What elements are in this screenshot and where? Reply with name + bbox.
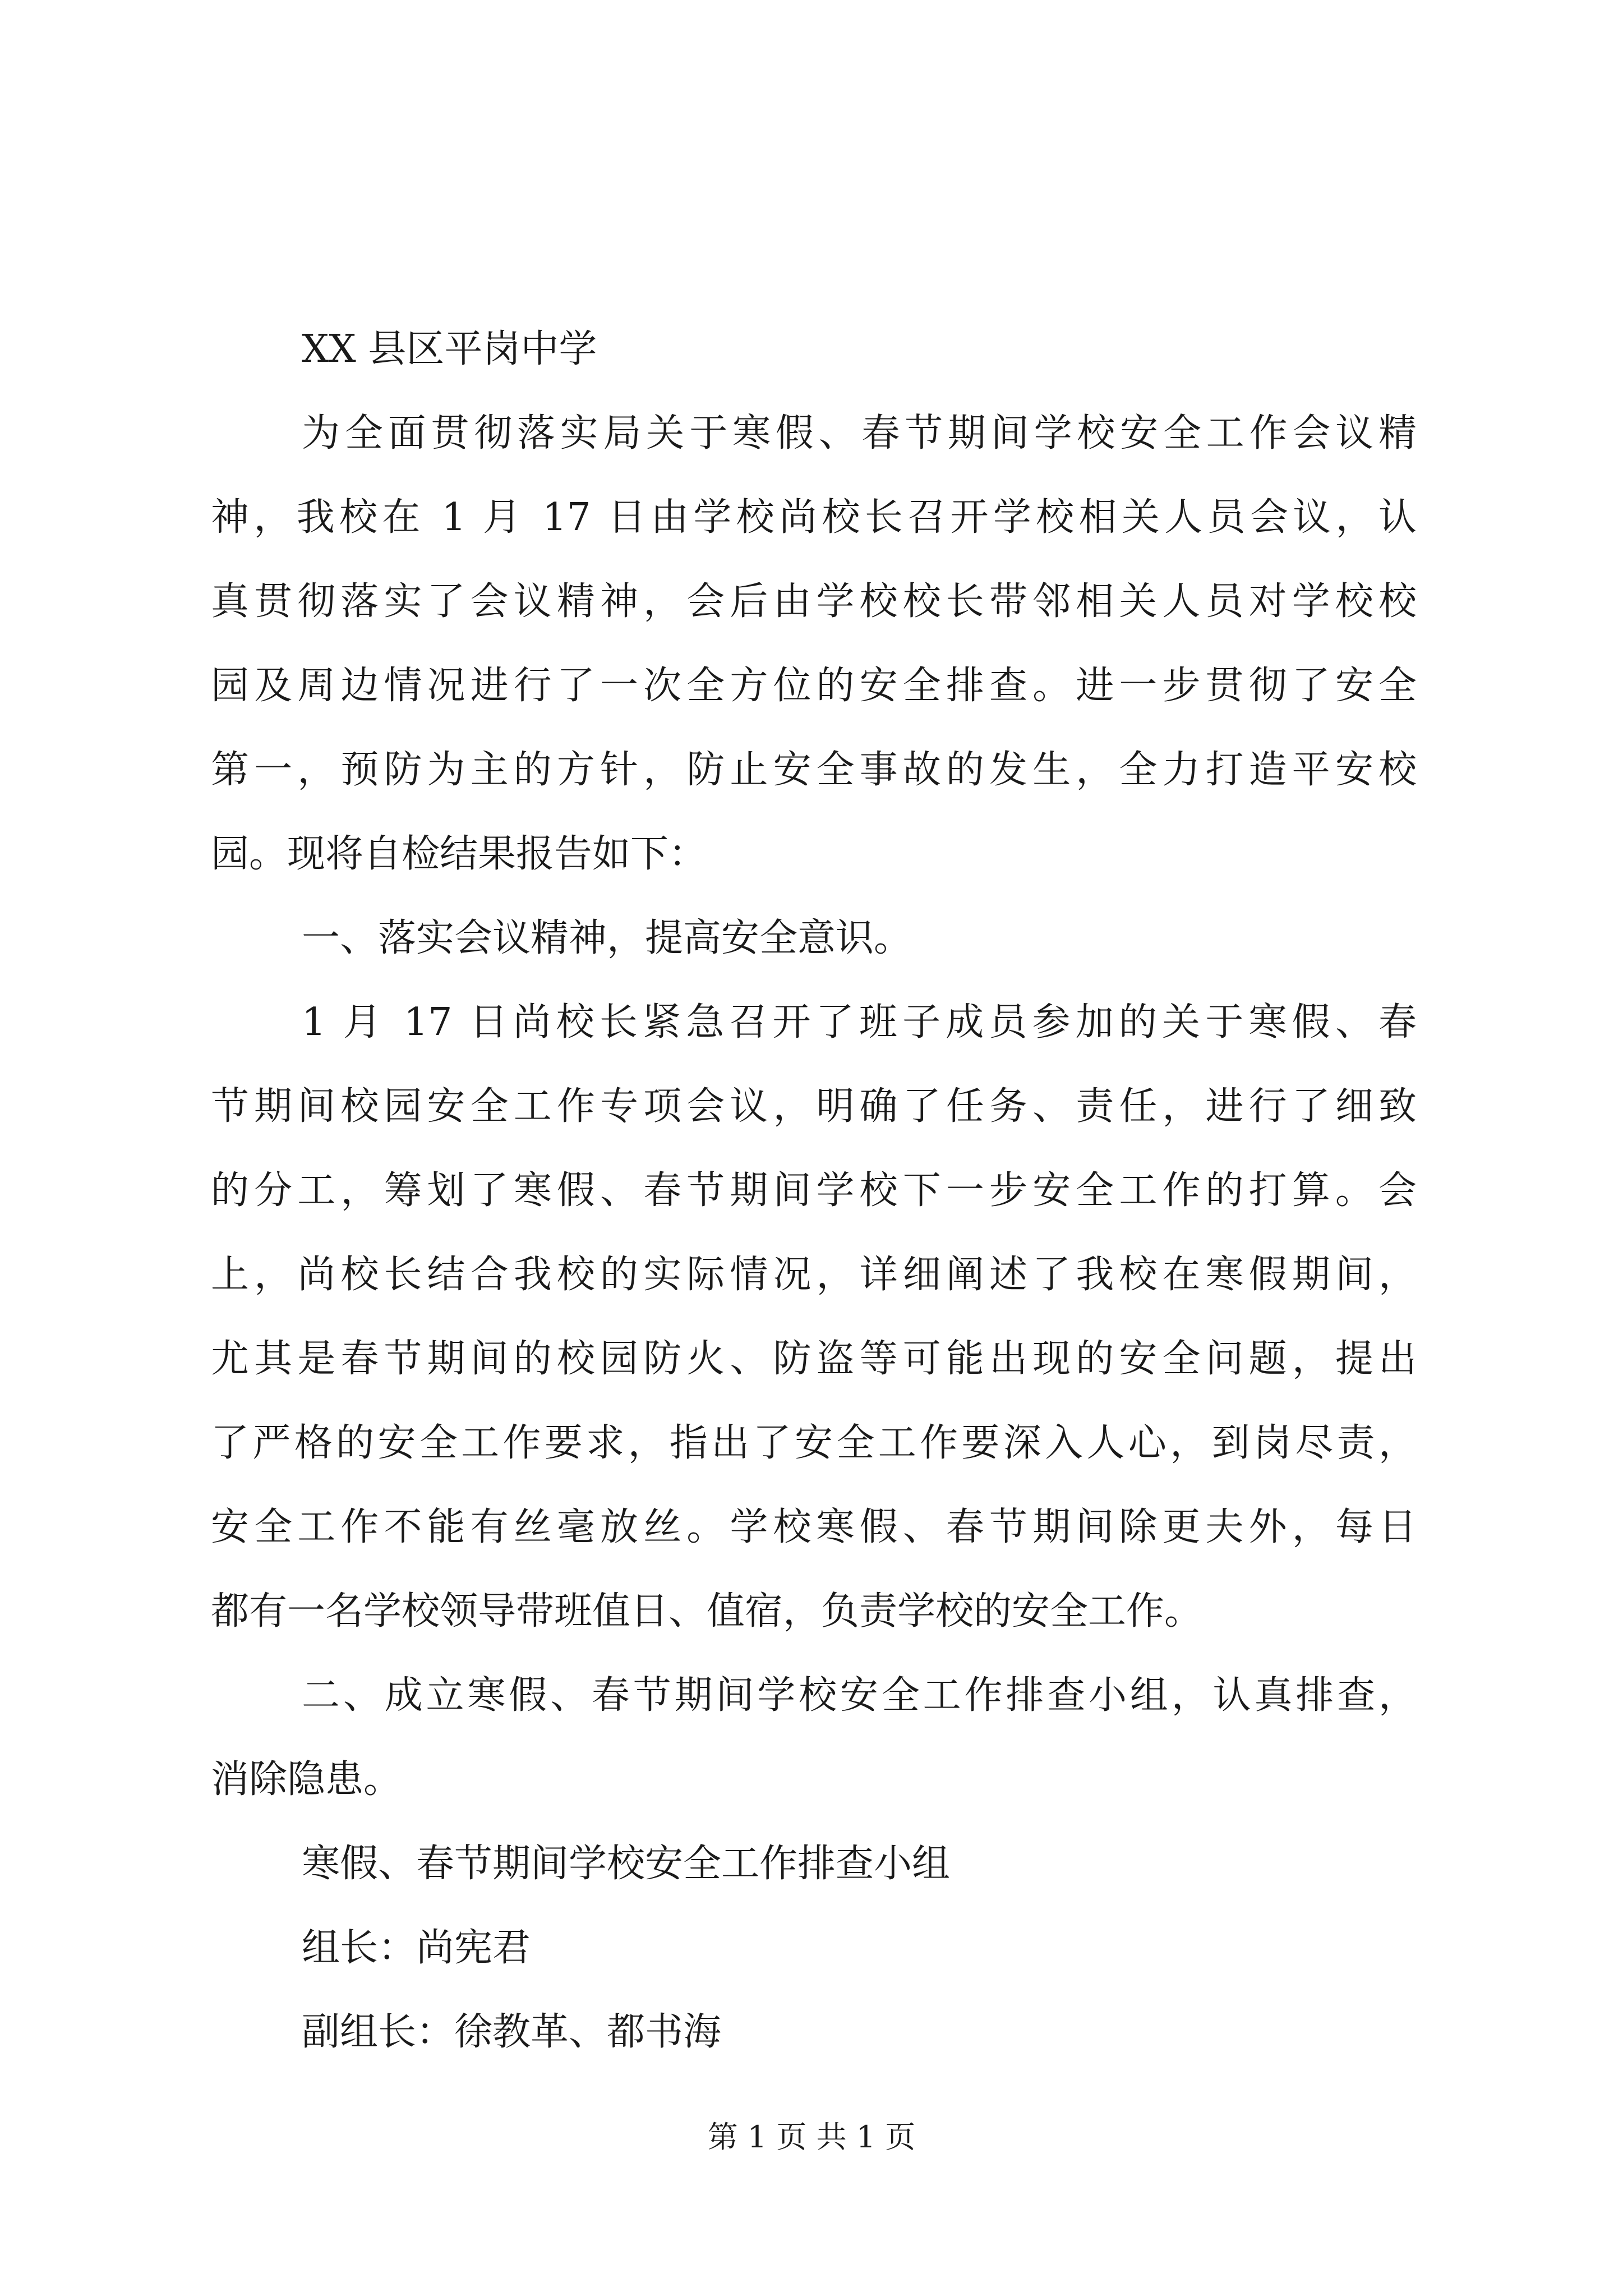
text-line: 第一，预防为主的方针，防止安全事故的发生，全力打造平安校 bbox=[211, 748, 1417, 792]
text-line: 上，尚校长结合我校的实际情况，详细阐述了我校在寒假期间， bbox=[211, 1253, 1417, 1297]
text-line: 1 月 17 日尚校长紧急召开了班子成员参加的关于寒假、春 bbox=[302, 1000, 1417, 1045]
text-line: 园及周边情况进行了一次全方位的安全排查。进一步贯彻了安全 bbox=[211, 664, 1417, 708]
text-line: 二、成立寒假、春节期间学校安全工作排查小组，认真排查， bbox=[302, 1673, 1417, 1718]
text-line: 安全工作不能有丝毫放丝。学校寒假、春节期间除更夫外，每日 bbox=[211, 1505, 1417, 1549]
text-line: 为全面贯彻落实局关于寒假、春节期间学校安全工作会议精 bbox=[302, 411, 1417, 455]
page-footer: 第 1 页 共 1 页 bbox=[707, 2119, 916, 2155]
text-line: 都有一名学校领导带班值日、值宿，负责学校的安全工作。 bbox=[211, 1589, 1203, 1634]
text-line: 神，我校在 1 月 17 日由学校尚校长召开学校相关人员会议，认 bbox=[211, 495, 1417, 540]
text-line: 一、落实会议精神，提高安全意识。 bbox=[302, 916, 912, 960]
text-line: XX 县区平岗中学 bbox=[302, 327, 597, 371]
text-line: 节期间校园安全工作专项会议，明确了任务、责任，进行了细致 bbox=[211, 1084, 1417, 1129]
document-body bbox=[211, 307, 1417, 2074]
text-line: 园。现将自检结果报告如下： bbox=[211, 832, 707, 876]
text-line: 了严格的安全工作要求，指出了安全工作要深入人心，到岗尽责， bbox=[211, 1421, 1417, 1465]
text-line: 副组长：徐教革、都书海 bbox=[302, 2010, 722, 2054]
text-line: 尤其是春节期间的校园防火、防盗等可能出现的安全问题，提出 bbox=[211, 1337, 1417, 1381]
text-line: 寒假、春节期间学校安全工作排查小组 bbox=[302, 1842, 951, 1886]
text-line: 真贯彻落实了会议精神，会后由学校校长带邻相关人员对学校校 bbox=[211, 579, 1417, 624]
text-line: 的分工，筹划了寒假、春节期间学校下一步安全工作的打算。会 bbox=[211, 1168, 1417, 1213]
text-line: 组长：尚宪君 bbox=[302, 1926, 531, 1970]
text-line: 消除隐患。 bbox=[211, 1757, 402, 1802]
